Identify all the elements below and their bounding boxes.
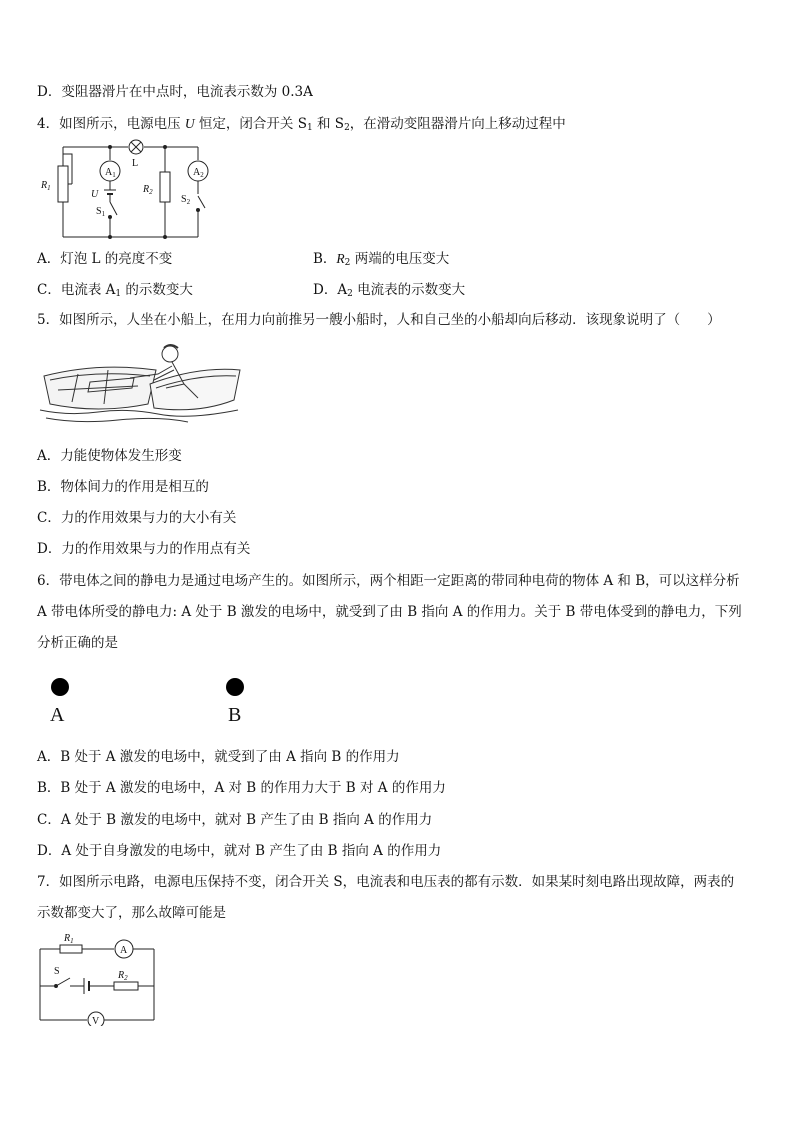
q4-option-b (313, 250, 449, 272)
q4-stem-sub: 2 (344, 123, 350, 133)
q4-circuit-diagram (38, 138, 218, 242)
q4-S1-label: $S_1$ (96, 206, 106, 218)
q4-stem-part: ，在滑动变阻器滑片向上移动过程中 (349, 116, 566, 132)
q4-stem-part: 和 S (312, 116, 345, 132)
q6-stem-line1: 6．带电体之间的静电力是通过电场产生的。如图所示，两个相距一定距离的带同种电荷的物体 A 和 B，可以这样分析 (37, 573, 740, 589)
q4-U-label: U (91, 189, 99, 200)
charge-b-label: B (228, 704, 242, 726)
q4-stem-sub: 1 (306, 123, 313, 133)
q4-optc-sub: 1 (115, 289, 122, 299)
q4-optc-part: C．电流表 A (37, 282, 116, 298)
q4-stem-part: 4．如图所示，电源电压 (37, 116, 185, 132)
q6-charges-figure (45, 675, 265, 727)
q6-stem-line3: 分析正确的是 (37, 635, 118, 651)
q7-stem-line1: 7．如图所示电路，电源电压保持不变，闭合开关 S，电流表和电压表的都有示数．如果某时刻电路出现故障，两表的 (37, 874, 735, 890)
q7-stem-line2: 示数都变大了，那么故障可能是 (37, 905, 226, 921)
q4-stem (37, 115, 566, 137)
q4-L-label: L (132, 158, 139, 169)
q3-option-d: D．变阻器滑片在中点时，电流表示数为 0.3A (37, 84, 313, 100)
q7-circuit-diagram (36, 930, 160, 1026)
q7-S-label: S (54, 966, 60, 977)
q4-optd-part: D．A (313, 282, 348, 298)
q4-optb-sub: 2 (344, 258, 351, 268)
q7-V-label: V (92, 1016, 100, 1026)
q4-optb-part: B． (313, 251, 337, 267)
q5-option-b: B．物体间力的作用是相互的 (37, 479, 209, 495)
q4-optc-part: 的示数变大 (121, 282, 193, 298)
q4-stem-part: 恒定，闭合开关 S (194, 116, 307, 132)
q4-option-a: A．灯泡 L 的亮度不变 (37, 251, 173, 267)
q4-optb-R: R (336, 251, 345, 266)
q6-option-c: C．A 处于 B 激发的电场中，就对 B 产生了由 B 指向 A 的作用力 (37, 812, 433, 828)
q4-A1-label: $A_1$ (105, 167, 116, 179)
q4-optb-part: 两端的电压变大 (350, 251, 450, 267)
q7-A-label: A (120, 945, 128, 956)
q4-R1-label: $R_1$ (41, 180, 51, 192)
charge-a-label: A (50, 704, 65, 726)
q5-boat-illustration (38, 340, 244, 430)
q4-option-c (37, 281, 193, 303)
charge-a-dot (51, 678, 69, 696)
q4-R2-label: $R_2$ (143, 184, 153, 196)
q4-optd-part: 电流表的示数变大 (352, 282, 466, 298)
q5-option-a: A．力能使物体发生形变 (37, 448, 182, 464)
q6-stem-line2: A 带电体所受的静电力: A 处于 B 激发的电场中，就受到了由 B 指向 A 的作用力。关于 B 带电体受到的静电力，下列 (37, 604, 742, 620)
charge-b-dot (226, 678, 244, 696)
q7-R2-label: $R_2$ (118, 970, 128, 982)
q4-optd-sub: 2 (347, 289, 353, 299)
q7-R1-label: $R_1$ (64, 933, 74, 945)
q5-option-c: C．力的作用效果与力的大小有关 (37, 510, 237, 526)
q6-option-d: D．A 处于自身激发的电场中，就对 B 产生了由 B 指向 A 的作用力 (37, 843, 442, 859)
q5-stem: 5．如图所示，人坐在小船上，在用力向前推另一艘小船时，人和自己坐的小船却向后移动．该现象说明了（ ） (37, 312, 721, 328)
q6-option-a: A．B 处于 A 激发的电场中，就受到了由 A 指向 B 的作用力 (37, 749, 400, 765)
q6-option-b: B．B 处于 A 激发的电场中，A 对 B 的作用力大于 B 对 A 的作用力 (37, 780, 446, 796)
q5-option-d: D．力的作用效果与力的作用点有关 (37, 541, 251, 557)
q4-S2-label: $S_2$ (181, 194, 191, 206)
q4-stem-U: U (184, 116, 195, 131)
q4-A2-label: $A_2$ (193, 167, 204, 179)
q4-option-d (313, 281, 465, 303)
